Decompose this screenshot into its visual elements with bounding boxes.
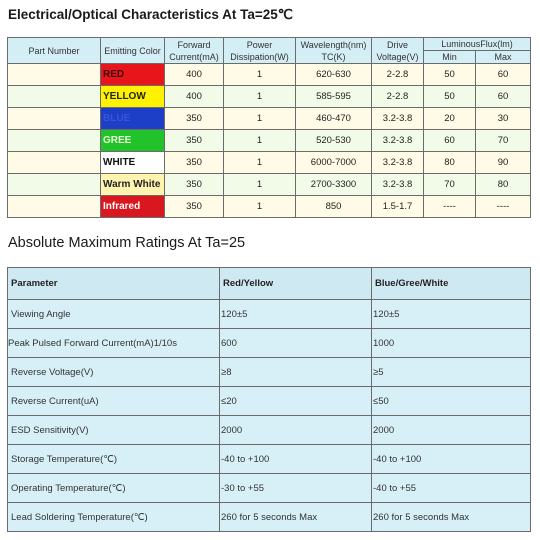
table-row [8,474,531,503]
power-cell: 1 [224,152,296,174]
absolute-ratings-title: Absolute Maximum Ratings At Ta=25 [8,235,246,251]
flux-min-cell: 70 [424,174,476,196]
blue-gree-white-cell: 2000 [372,416,531,445]
absolute-ratings-table [7,267,531,532]
table-row [8,196,531,218]
emitting-color-cell: WHITE [101,152,165,174]
wavelength-cell: 2700-3300 [296,174,372,196]
forward-current-cell: 350 [165,152,224,174]
flux-max-cell: 90 [476,152,531,174]
wavelength-cell: 6000-7000 [296,152,372,174]
blue-gree-white-cell: -40 to +55 [372,474,531,503]
voltage-cell: 1.5-1.7 [372,196,424,218]
forward-current-cell: 400 [165,64,224,86]
table-row [8,64,531,86]
voltage-cell: 2-2.8 [372,64,424,86]
parameter-cell: ESD Sensitivity(V) [8,416,220,445]
flux-max-cell: 60 [476,86,531,108]
flux-max-cell: 60 [476,64,531,86]
part-number-cell [8,196,101,218]
table-row [8,130,531,152]
forward-current-cell: 350 [165,174,224,196]
voltage-cell: 3.2-3.8 [372,108,424,130]
header-blue-gree-white: Blue/Gree/White [372,268,531,300]
flux-max-cell: 80 [476,174,531,196]
header-parameter: Parameter [8,268,220,300]
part-number-cell [8,86,101,108]
red-yellow-cell: 120±5 [220,300,372,329]
header-min: Min [424,51,476,64]
table-row [8,445,531,474]
flux-max-cell: ---- [476,196,531,218]
flux-max-cell: 70 [476,130,531,152]
voltage-cell: 3.2-3.8 [372,152,424,174]
flux-min-cell: 20 [424,108,476,130]
header-drive-voltage: Drive Voltage(V) [372,38,424,64]
forward-current-cell: 400 [165,86,224,108]
parameter-cell: Viewing Angle [8,300,220,329]
header-emitting-color: Emitting Color [101,38,165,64]
red-yellow-cell: 2000 [220,416,372,445]
blue-gree-white-cell: ≥5 [372,358,531,387]
blue-gree-white-cell: 260 for 5 seconds Max [372,503,531,532]
red-yellow-cell: ≤20 [220,387,372,416]
wavelength-cell: 585-595 [296,86,372,108]
parameter-cell: Reverse Voltage(V) [8,358,220,387]
table-row [8,329,531,358]
emitting-color-cell: Infrared [101,196,165,218]
red-yellow-cell: -40 to +100 [220,445,372,474]
table-row [8,86,531,108]
header-power-dissipation: Power Dissipation(W) [224,38,296,64]
forward-current-cell: 350 [165,130,224,152]
parameter-cell: Operating Temperature(℃) [8,474,220,503]
parameter-cell: Lead Soldering Temperature(℃) [8,503,220,532]
emitting-color-cell: GREE [101,130,165,152]
emitting-color-cell: BLUE [101,108,165,130]
part-number-cell [8,152,101,174]
voltage-cell: 2-2.8 [372,86,424,108]
part-number-cell [8,130,101,152]
header-max: Max [476,51,531,64]
electrical-optical-table [7,37,531,218]
power-cell: 1 [224,86,296,108]
emitting-color-cell: RED [101,64,165,86]
parameter-cell: Peak Pulsed Forward Current(mA)1/10s [8,329,220,358]
flux-min-cell: 50 [424,86,476,108]
blue-gree-white-cell: ≤50 [372,387,531,416]
emitting-color-cell: Warm White [101,174,165,196]
forward-current-cell: 350 [165,108,224,130]
wavelength-cell: 520-530 [296,130,372,152]
header-luminous-flux: LuminousFlux(lm) [424,38,531,51]
flux-min-cell: 80 [424,152,476,174]
part-number-cell [8,64,101,86]
power-cell: 1 [224,174,296,196]
wavelength-cell: 620-630 [296,64,372,86]
header-wavelength: Wavelength(nm) TC(K) [296,38,372,64]
red-yellow-cell: ≥8 [220,358,372,387]
power-cell: 1 [224,108,296,130]
wavelength-cell: 850 [296,196,372,218]
electrical-optical-title: Electrical/Optical Characteristics At Ta=25℃ [8,7,293,22]
part-number-cell [8,108,101,130]
power-cell: 1 [224,130,296,152]
power-cell: 1 [224,196,296,218]
header-forward-current: Forward Current(mA) [165,38,224,64]
blue-gree-white-cell: 1000 [372,329,531,358]
red-yellow-cell: -30 to +55 [220,474,372,503]
header-red-yellow: Red/Yellow [220,268,372,300]
header-part-number: Part Number [8,38,101,64]
forward-current-cell: 350 [165,196,224,218]
table-row [8,387,531,416]
table-row [8,108,531,130]
table-row [8,416,531,445]
table-row [8,174,531,196]
red-yellow-cell: 600 [220,329,372,358]
part-number-cell [8,174,101,196]
table-row [8,300,531,329]
flux-min-cell: ---- [424,196,476,218]
power-cell: 1 [224,64,296,86]
voltage-cell: 3.2-3.8 [372,130,424,152]
blue-gree-white-cell: -40 to +100 [372,445,531,474]
blue-gree-white-cell: 120±5 [372,300,531,329]
parameter-cell: Storage Temperature(℃) [8,445,220,474]
parameter-cell: Reverse Current(uA) [8,387,220,416]
flux-min-cell: 60 [424,130,476,152]
emitting-color-cell: YELLOW [101,86,165,108]
voltage-cell: 3.2-3.8 [372,174,424,196]
flux-min-cell: 50 [424,64,476,86]
table-row [8,358,531,387]
flux-max-cell: 30 [476,108,531,130]
table-row [8,152,531,174]
table-row [8,503,531,532]
wavelength-cell: 460-470 [296,108,372,130]
red-yellow-cell: 260 for 5 seconds Max [220,503,372,532]
